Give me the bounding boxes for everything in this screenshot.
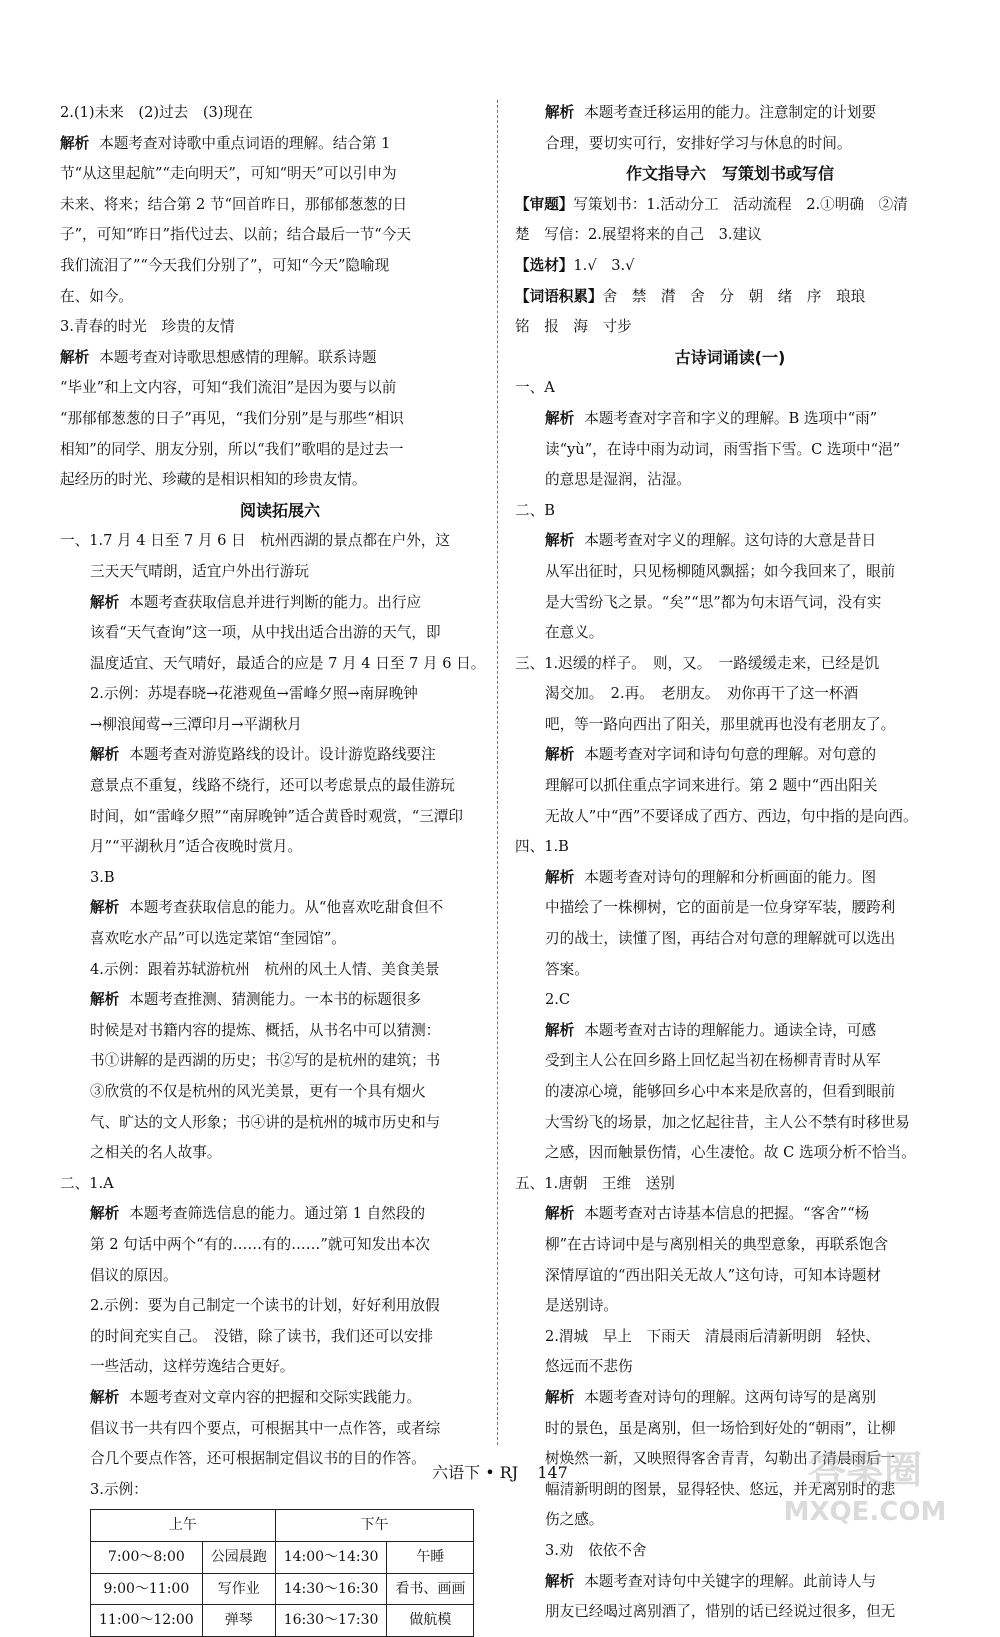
section-heading: 作文指导六 写策划书或写信	[625, 164, 834, 184]
analysis-label: 解析	[545, 409, 575, 427]
text-line: 伤之感。	[545, 1511, 604, 1529]
table-header-am: 上午	[91, 1510, 276, 1542]
text-line: 的凄凉心境，能够回乡心中本来是欣喜的，但看到眼前	[545, 1083, 896, 1100]
answer-line: 的时间充实自己。 没错，除了读书，我们还可以安排	[90, 1327, 433, 1345]
text-line: 树焕然一新，又映照得客舍青青，勾勒出了清晨雨后一	[545, 1450, 896, 1468]
table-cell: 11:00～12:00	[91, 1605, 203, 1637]
analysis-label: 解析	[90, 746, 120, 764]
text-line: 我们流泪了”“今天我们分别了”，可知“今天”隐喻现	[60, 256, 390, 274]
text-line: 起经历的时光、珍藏的是相识相知的珍贵友情。	[60, 471, 367, 489]
text-line: 本题考查对文章内容的把握和交际实践能力。	[129, 1388, 422, 1406]
analysis-label: 解析	[60, 134, 90, 152]
text-line: 本题考查对古诗的理解能力。通读全诗，可感	[584, 1021, 877, 1039]
schedule-table	[90, 1509, 474, 1636]
text-line: 本题考查获取信息的能力。从“他喜欢吃甜食但不	[129, 899, 444, 917]
answer-line: 4.示例：跟着苏轼游杭州 杭州的风土人情、美食美景	[90, 960, 440, 978]
answer-line: 一、1.7 月 4 日至 7 月 6 日 杭州西湖的景点都在户外，这	[60, 532, 451, 550]
text-line: 本题考查迁移运用的能力。注意制定的计划要	[584, 104, 877, 121]
text-line: 刃的战士，读懂了图，再结合对句意的理解就可以选出	[545, 930, 896, 948]
answer-line: 2.渭城 早上 下雨天 清晨雨后清新明朗 轻快、	[545, 1327, 880, 1345]
text-line: 未来、将来；结合第 2 节“回首昨日，那郁郁葱葱的日	[60, 195, 408, 213]
text-line: 本题考查筛选信息的能力。通过第 1 自然段的	[129, 1205, 426, 1223]
table-header-pm: 下午	[275, 1510, 474, 1542]
text-line: 本题考查对字音和字义的理解。B 选项中“雨”	[584, 409, 878, 427]
answer-line: 3.B	[90, 868, 115, 886]
text-line: 1.√ 3.√	[573, 256, 635, 274]
text-line: 朋友已经喝过离别酒了，惜别的话已经说过很多，但无	[545, 1603, 896, 1621]
analysis-label: 解析	[545, 868, 575, 886]
table-cell: 弹琴	[202, 1605, 275, 1637]
answer-line: 渴交加。 2.再。 老朋友。 劝你再干了这一杯酒	[545, 685, 859, 703]
text-line: 合理，要切实可行，安排好学习与休息的时间。	[545, 134, 852, 152]
answer-line: 3.示例：	[90, 1480, 148, 1498]
analysis-label: 解析	[90, 899, 120, 917]
text-line: 该看“天气查询”这一项，从中找出适合出游的天气，即	[90, 624, 441, 642]
answer-line: 2.(1)未来 (2)过去 (3)现在	[60, 104, 253, 121]
analysis-label: 解析	[90, 1205, 120, 1223]
table-cell: 看书、画画	[387, 1573, 474, 1605]
text-line: 相知”的同学、朋友分别，所以“我们”歌唱的是过去一	[60, 440, 404, 458]
footer-label: 六语下 • RJ	[432, 1463, 519, 1482]
text-line: 喜欢吃水产品”可以选定菜馆“奎园馆”。	[90, 930, 346, 948]
answer-line: 二、B	[515, 501, 555, 519]
answer-line: 五、1.唐朝 王维 送别	[515, 1174, 675, 1192]
text-line: 在意义。	[545, 624, 604, 642]
text-line: 子”，可知“昨日”指代过去、以前；结合最后一节“今天	[60, 226, 411, 244]
watermark-text: 答案圈	[807, 1448, 923, 1492]
watermark-logo	[750, 1435, 980, 1530]
text-line: 本题考查对字词和诗句句意的理解。对句意的	[584, 746, 877, 764]
text-line: 之相关的名人故事。	[90, 1144, 222, 1162]
analysis-label: 解析	[60, 348, 90, 366]
analysis-label: 解析	[545, 1021, 575, 1039]
text-line: 理解可以抓住重点字词来进行。第 2 题中“西出阳关	[545, 777, 878, 795]
answer-line: →柳浪闻莺→三潭印月→平湖秋月	[90, 715, 302, 733]
left-column	[60, 98, 500, 1637]
analysis-label: 解析	[90, 593, 120, 611]
answer-line: 2.示例：要为自己制定一个读书的计划，好好利用放假	[90, 1297, 440, 1315]
answer-line: 2.C	[545, 991, 571, 1009]
text-line: 温度适宜、天气晴好，最适合的应是 7 月 4 日至 7 月 6 日。	[90, 654, 486, 672]
answer-line: 3.劝 依依不舍	[545, 1541, 647, 1559]
text-line: 本题考查获取信息并进行判断的能力。出行应	[129, 593, 422, 611]
section-heading: 阅读拓展六	[239, 500, 320, 520]
text-line: 本题考查对诗歌中重点词语的理解。结合第 1	[99, 134, 391, 152]
text-line: 在、如今。	[60, 287, 133, 305]
text-line: 第 2 句话中两个“有的……有的……”就可知发出本次	[90, 1235, 430, 1253]
text-line: 从军出征时，只见杨柳随风飘摇；如今我回来了，眼前	[545, 562, 896, 580]
table-cell: 做航模	[387, 1605, 474, 1637]
text-line: 读“yù”，在诗中雨为动词，雨雪指下雪。C 选项中“浥”	[545, 440, 901, 458]
text-line: 的意思是湿润，沾湿。	[545, 471, 691, 489]
analysis-label: 解析	[545, 1572, 575, 1590]
answer-line: 一些活动，这样劳逸结合更好。	[90, 1358, 295, 1376]
analysis-label: 解析	[545, 1388, 575, 1406]
text-line: 本题考查对游览路线的设计。设计游览路线要注	[129, 746, 436, 764]
table-cell: 9:00～11:00	[91, 1573, 203, 1605]
text-line: 倡议的原因。	[90, 1266, 178, 1284]
table-cell: 写作业	[202, 1573, 275, 1605]
table-row	[91, 1573, 474, 1605]
text-line: 节“从这里起航”“走向明天”，可知“明天”可以引申为	[60, 165, 397, 183]
text-line: 本题考查对古诗基本信息的把握。“客舍”“杨	[584, 1205, 870, 1223]
right-column	[515, 98, 945, 1628]
text-line: 时的景色，虽是离别，但一场恰到好处的“朝雨”，让柳	[545, 1419, 896, 1437]
text-line: ③欣赏的不仅是杭州的风光美景，更有一个具有烟火	[90, 1083, 426, 1100]
text-line: 合几个要点作答，还可根据制定倡议书的目的作答。	[90, 1450, 426, 1468]
text-line: “那郁郁葱葱的日子”再见，“我们分别”是与那些“相识	[60, 409, 404, 427]
text-line: 书①讲解的是西湖的历史；书②写的是杭州的建筑；书	[90, 1052, 441, 1070]
tag-label: 【审题】	[515, 195, 574, 213]
answer-line: 一、A	[515, 379, 555, 397]
text-line: 答案。	[545, 960, 589, 978]
answer-line: 三天天气晴朗，适宜户外出行游玩	[90, 562, 309, 580]
table-cell: 公园晨跑	[202, 1541, 275, 1573]
table-cell: 7:00～8:00	[91, 1541, 203, 1573]
tag-label: 【选材】	[515, 256, 574, 274]
text-line: “毕业”和上文内容，可知“我们流泪”是因为要与以前	[60, 379, 397, 397]
table-cell: 14:00～14:30	[275, 1541, 387, 1573]
analysis-label: 解析	[90, 991, 120, 1009]
tag-label: 【词语积累】	[515, 287, 603, 305]
text-line: 本题考查对字义的理解。这句诗的大意是昔日	[584, 532, 877, 550]
text-line: 月”“平湖秋月”适合夜晚时赏月。	[90, 838, 303, 856]
watermark-url: MXQE.COM	[783, 1497, 947, 1527]
analysis-label: 解析	[545, 104, 575, 121]
text-line: 本题考查对诗句的理解和分析画面的能力。图	[584, 868, 877, 886]
text-line: 本题考查推测、猜测能力。一本书的标题很多	[129, 991, 422, 1009]
text-line: 铭 报 海 寸步	[515, 318, 632, 336]
table-row	[91, 1605, 474, 1637]
text-line: 时间，如“雷峰夕照”“南屏晚钟”适合黄昏时观赏，“三潭印	[90, 807, 463, 825]
text-line: 幅清新明朗的图景，显得轻快、悠远，并无离别时的悲	[545, 1480, 896, 1498]
section-heading: 古诗词诵读(一)	[674, 347, 786, 367]
text-line: 之感，因而触景伤情，心生凄怆。故 C 选项分析不恰当。	[545, 1144, 916, 1162]
table-header-row	[91, 1510, 474, 1542]
text-line: 是大雪纷飞之景。“矣”“思”都为句末语气词，没有实	[545, 593, 882, 611]
text-line: 气、旷达的文人形象；书④讲的是杭州的城市历史和与	[90, 1113, 441, 1131]
text-line: 倡议书一共有四个要点，可根据其中一点作答，或者综	[90, 1419, 441, 1437]
answer-line: 吧，等一路向西出了阳关，那里就再也没有老朋友了。	[545, 715, 896, 733]
analysis-label: 解析	[90, 1388, 120, 1406]
text-line: 意景点不重复，线路不绕行，还可以考虑景点的最佳游玩	[90, 777, 455, 795]
text-line: 时候是对书籍内容的提炼、概括，从书名中可以猜测：	[90, 1021, 441, 1039]
text-line: 本题考查对诗歌思想感情的理解。联系诗题	[99, 348, 377, 366]
analysis-label: 解析	[545, 746, 575, 764]
table-cell: 午睡	[387, 1541, 474, 1573]
answer-line: 3.青春的时光 珍贵的友情	[60, 318, 235, 336]
analysis-label: 解析	[545, 532, 575, 550]
text-line: 本题考查对诗句中关键字的理解。此前诗人与	[584, 1572, 877, 1590]
text-line: 写策划书：1.活动分工 活动流程 2.①明确 ②清	[573, 195, 908, 213]
table-row	[91, 1541, 474, 1573]
analysis-label: 解析	[545, 1205, 575, 1223]
table-cell: 14:30～16:30	[275, 1573, 387, 1605]
text-line: 中描绘了一株柳树，它的面前是一位身穿军装，腰跨利	[545, 899, 896, 917]
text-line: 是送别诗。	[545, 1297, 618, 1315]
text-line: 柳”在古诗词中是与离别相关的典型意象，再联系饱含	[545, 1235, 889, 1253]
answer-line: 三、1.迟缓的样子。 则，又。 一路缓缓走来，已经是饥	[515, 654, 880, 672]
answer-line: 二、1.A	[60, 1174, 114, 1192]
text-line: 本题考查对诗句的理解。这两句诗写的是离别	[584, 1388, 877, 1406]
text-line: 深情厚谊的“西出阳关无故人”这句诗，可知本诗题材	[545, 1266, 881, 1284]
text-line: 大雪纷飞的场景，加之忆起往昔，主人公不禁有时移世易	[545, 1113, 910, 1131]
answer-line: 四、1.B	[515, 838, 569, 856]
text-line: 楚 写信：2.展望将来的自己 3.建议	[515, 226, 762, 244]
text-line: 无故人”中“西”不要译成了西方、西边，句中指的是向西。	[545, 807, 918, 825]
page-number: 147	[537, 1463, 568, 1482]
answer-line: 2.示例：苏堤春晓→花港观鱼→雷峰夕照→南屏晚钟	[90, 685, 418, 703]
answer-line: 悠远而不悲伤	[545, 1358, 633, 1376]
text-line: 受到主人公在回乡路上回忆起当初在杨柳青青时从军	[545, 1052, 881, 1070]
text-line: 舍 禁 潸 舍 分 朝 绪 序 琅琅	[602, 287, 866, 305]
table-cell: 16:30～17:30	[275, 1605, 387, 1637]
